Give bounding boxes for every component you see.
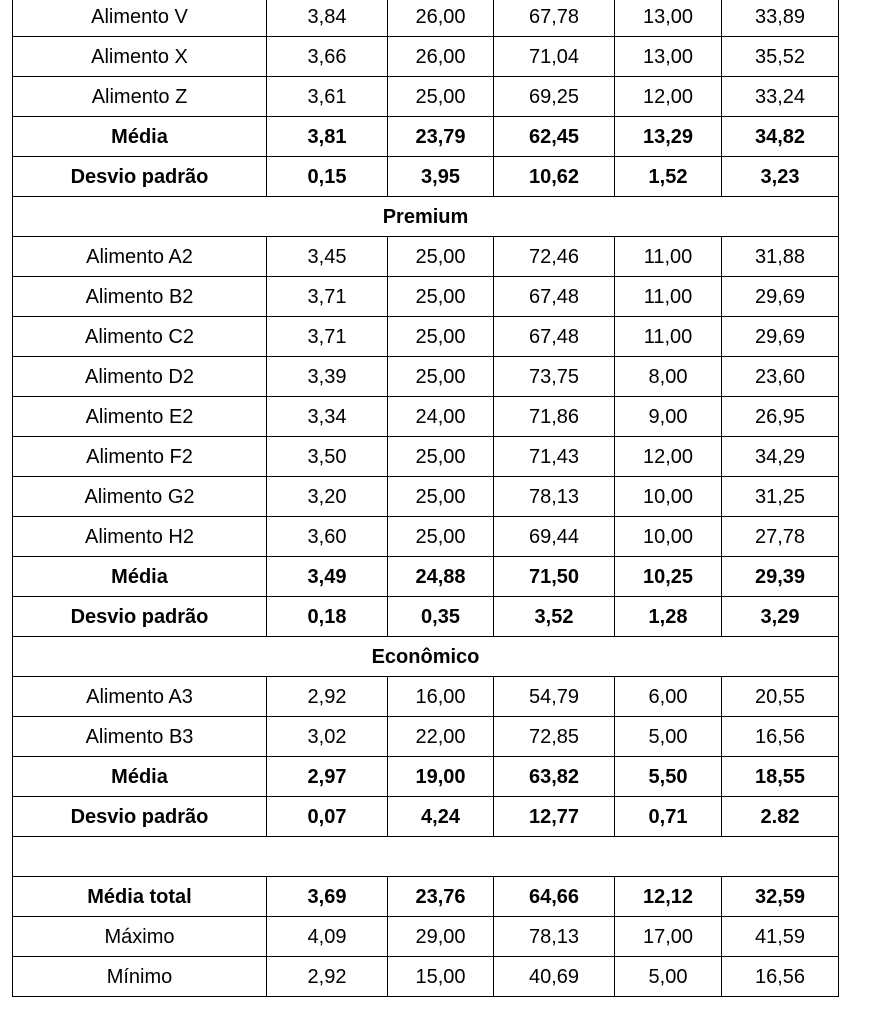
- value-cell: 15,00: [388, 957, 494, 997]
- value-cell: 10,00: [615, 477, 722, 517]
- row-label-cell: Alimento G2: [13, 477, 267, 517]
- value-cell: 33,24: [722, 77, 839, 117]
- table-row: [13, 317, 839, 357]
- value-cell: 23,76: [388, 877, 494, 917]
- value-cell: 25,00: [388, 437, 494, 477]
- value-cell: 3,81: [267, 117, 388, 157]
- value-cell: 24,00: [388, 397, 494, 437]
- table-row: [13, 77, 839, 117]
- value-cell: 3,60: [267, 517, 388, 557]
- value-cell: 29,69: [722, 317, 839, 357]
- value-cell: 25,00: [388, 317, 494, 357]
- value-cell: 1,52: [615, 157, 722, 197]
- row-label-cell: Alimento B2: [13, 277, 267, 317]
- value-cell: 29,39: [722, 557, 839, 597]
- value-cell: 22,00: [388, 717, 494, 757]
- value-cell: 23,79: [388, 117, 494, 157]
- value-cell: 25,00: [388, 77, 494, 117]
- value-cell: 71,43: [494, 437, 615, 477]
- summary-row: [13, 117, 839, 157]
- value-cell: 11,00: [615, 237, 722, 277]
- value-cell: 3,69: [267, 877, 388, 917]
- value-cell: 12,00: [615, 77, 722, 117]
- value-cell: 24,88: [388, 557, 494, 597]
- row-label-cell: Alimento B3: [13, 717, 267, 757]
- value-cell: 72,46: [494, 237, 615, 277]
- value-cell: 3,20: [267, 477, 388, 517]
- row-label-cell: Máximo: [13, 917, 267, 957]
- value-cell: 6,00: [615, 677, 722, 717]
- value-cell: 12,12: [615, 877, 722, 917]
- value-cell: 3,29: [722, 597, 839, 637]
- value-cell: 3,45: [267, 237, 388, 277]
- section-title: Econômico: [13, 637, 839, 677]
- value-cell: 2,92: [267, 957, 388, 997]
- value-cell: 54,79: [494, 677, 615, 717]
- value-cell: 13,00: [615, 0, 722, 37]
- value-cell: 67,78: [494, 0, 615, 37]
- value-cell: 26,00: [388, 37, 494, 77]
- value-cell: 25,00: [388, 517, 494, 557]
- value-cell: 31,25: [722, 477, 839, 517]
- value-cell: 34,29: [722, 437, 839, 477]
- value-cell: 31,88: [722, 237, 839, 277]
- value-cell: 72,85: [494, 717, 615, 757]
- value-cell: 17,00: [615, 917, 722, 957]
- value-cell: 5,00: [615, 957, 722, 997]
- table-row: [13, 437, 839, 477]
- table-row: [13, 677, 839, 717]
- row-label-cell: Média: [13, 557, 267, 597]
- value-cell: 0,71: [615, 797, 722, 837]
- table-row: [13, 37, 839, 77]
- value-cell: 78,13: [494, 477, 615, 517]
- value-cell: 4,09: [267, 917, 388, 957]
- value-cell: 25,00: [388, 277, 494, 317]
- value-cell: 25,00: [388, 477, 494, 517]
- table-row: [13, 957, 839, 997]
- value-cell: 3,39: [267, 357, 388, 397]
- value-cell: 23,60: [722, 357, 839, 397]
- value-cell: 3,84: [267, 0, 388, 37]
- value-cell: 33,89: [722, 0, 839, 37]
- value-cell: 3,71: [267, 317, 388, 357]
- value-cell: 71,04: [494, 37, 615, 77]
- value-cell: 0,07: [267, 797, 388, 837]
- value-cell: 3,61: [267, 77, 388, 117]
- value-cell: 10,00: [615, 517, 722, 557]
- value-cell: 78,13: [494, 917, 615, 957]
- value-cell: 3,71: [267, 277, 388, 317]
- summary-row: [13, 797, 839, 837]
- value-cell: 32,59: [722, 877, 839, 917]
- value-cell: 13,00: [615, 37, 722, 77]
- value-cell: 12,00: [615, 437, 722, 477]
- value-cell: 63,82: [494, 757, 615, 797]
- table-row: [13, 357, 839, 397]
- value-cell: 27,78: [722, 517, 839, 557]
- value-cell: 4,24: [388, 797, 494, 837]
- spacer-row: [13, 837, 839, 877]
- summary-row: [13, 157, 839, 197]
- value-cell: 0,35: [388, 597, 494, 637]
- value-cell: 69,25: [494, 77, 615, 117]
- value-cell: 26,00: [388, 0, 494, 37]
- value-cell: 3,52: [494, 597, 615, 637]
- row-label-cell: Média total: [13, 877, 267, 917]
- value-cell: 8,00: [615, 357, 722, 397]
- value-cell: 20,55: [722, 677, 839, 717]
- row-label-cell: Alimento E2: [13, 397, 267, 437]
- value-cell: 3,23: [722, 157, 839, 197]
- summary-row: [13, 557, 839, 597]
- value-cell: 3,34: [267, 397, 388, 437]
- value-cell: 18,55: [722, 757, 839, 797]
- value-cell: 67,48: [494, 317, 615, 357]
- value-cell: 35,52: [722, 37, 839, 77]
- value-cell: 0,18: [267, 597, 388, 637]
- value-cell: 29,69: [722, 277, 839, 317]
- row-label-cell: Desvio padrão: [13, 597, 267, 637]
- value-cell: 25,00: [388, 357, 494, 397]
- value-cell: 11,00: [615, 277, 722, 317]
- value-cell: 29,00: [388, 917, 494, 957]
- value-cell: 3,66: [267, 37, 388, 77]
- row-label-cell: Desvio padrão: [13, 157, 267, 197]
- value-cell: 0,15: [267, 157, 388, 197]
- value-cell: 13,29: [615, 117, 722, 157]
- row-label-cell: Alimento H2: [13, 517, 267, 557]
- value-cell: 5,00: [615, 717, 722, 757]
- value-cell: 25,00: [388, 237, 494, 277]
- row-label-cell: Alimento D2: [13, 357, 267, 397]
- value-cell: 2,97: [267, 757, 388, 797]
- value-cell: 3,95: [388, 157, 494, 197]
- value-cell: 40,69: [494, 957, 615, 997]
- value-cell: 71,50: [494, 557, 615, 597]
- value-cell: 41,59: [722, 917, 839, 957]
- row-label-cell: Alimento F2: [13, 437, 267, 477]
- row-label-cell: Desvio padrão: [13, 797, 267, 837]
- value-cell: 11,00: [615, 317, 722, 357]
- row-label-cell: Alimento V: [13, 0, 267, 37]
- row-label-cell: Mínimo: [13, 957, 267, 997]
- row-label-cell: Média: [13, 757, 267, 797]
- value-cell: 10,62: [494, 157, 615, 197]
- summary-row: [13, 757, 839, 797]
- value-cell: 3,49: [267, 557, 388, 597]
- row-label-cell: Alimento A2: [13, 237, 267, 277]
- summary-row: [13, 877, 839, 917]
- value-cell: 34,82: [722, 117, 839, 157]
- table-row: [13, 717, 839, 757]
- section-title: Premium: [13, 197, 839, 237]
- value-cell: 16,56: [722, 957, 839, 997]
- table-row: [13, 477, 839, 517]
- table-row: [13, 397, 839, 437]
- data-table: [12, 0, 839, 997]
- value-cell: 62,45: [494, 117, 615, 157]
- table-row: [13, 917, 839, 957]
- value-cell: 10,25: [615, 557, 722, 597]
- value-cell: 3,50: [267, 437, 388, 477]
- value-cell: 12,77: [494, 797, 615, 837]
- section-header-row: [13, 637, 839, 677]
- section-header-row: [13, 197, 839, 237]
- value-cell: 16,00: [388, 677, 494, 717]
- value-cell: 19,00: [388, 757, 494, 797]
- value-cell: 64,66: [494, 877, 615, 917]
- value-cell: 26,95: [722, 397, 839, 437]
- value-cell: 2,92: [267, 677, 388, 717]
- value-cell: 67,48: [494, 277, 615, 317]
- value-cell: 16,56: [722, 717, 839, 757]
- row-label-cell: Média: [13, 117, 267, 157]
- value-cell: 2.82: [722, 797, 839, 837]
- table-row: [13, 0, 839, 37]
- value-cell: 71,86: [494, 397, 615, 437]
- value-cell: 69,44: [494, 517, 615, 557]
- summary-row: [13, 597, 839, 637]
- table-row: [13, 237, 839, 277]
- spacer-cell: [13, 837, 839, 877]
- table-row: [13, 277, 839, 317]
- row-label-cell: Alimento A3: [13, 677, 267, 717]
- row-label-cell: Alimento X: [13, 37, 267, 77]
- value-cell: 73,75: [494, 357, 615, 397]
- value-cell: 3,02: [267, 717, 388, 757]
- row-label-cell: Alimento C2: [13, 317, 267, 357]
- value-cell: 5,50: [615, 757, 722, 797]
- value-cell: 9,00: [615, 397, 722, 437]
- row-label-cell: Alimento Z: [13, 77, 267, 117]
- value-cell: 1,28: [615, 597, 722, 637]
- table-row: [13, 517, 839, 557]
- table-body: [13, 0, 839, 997]
